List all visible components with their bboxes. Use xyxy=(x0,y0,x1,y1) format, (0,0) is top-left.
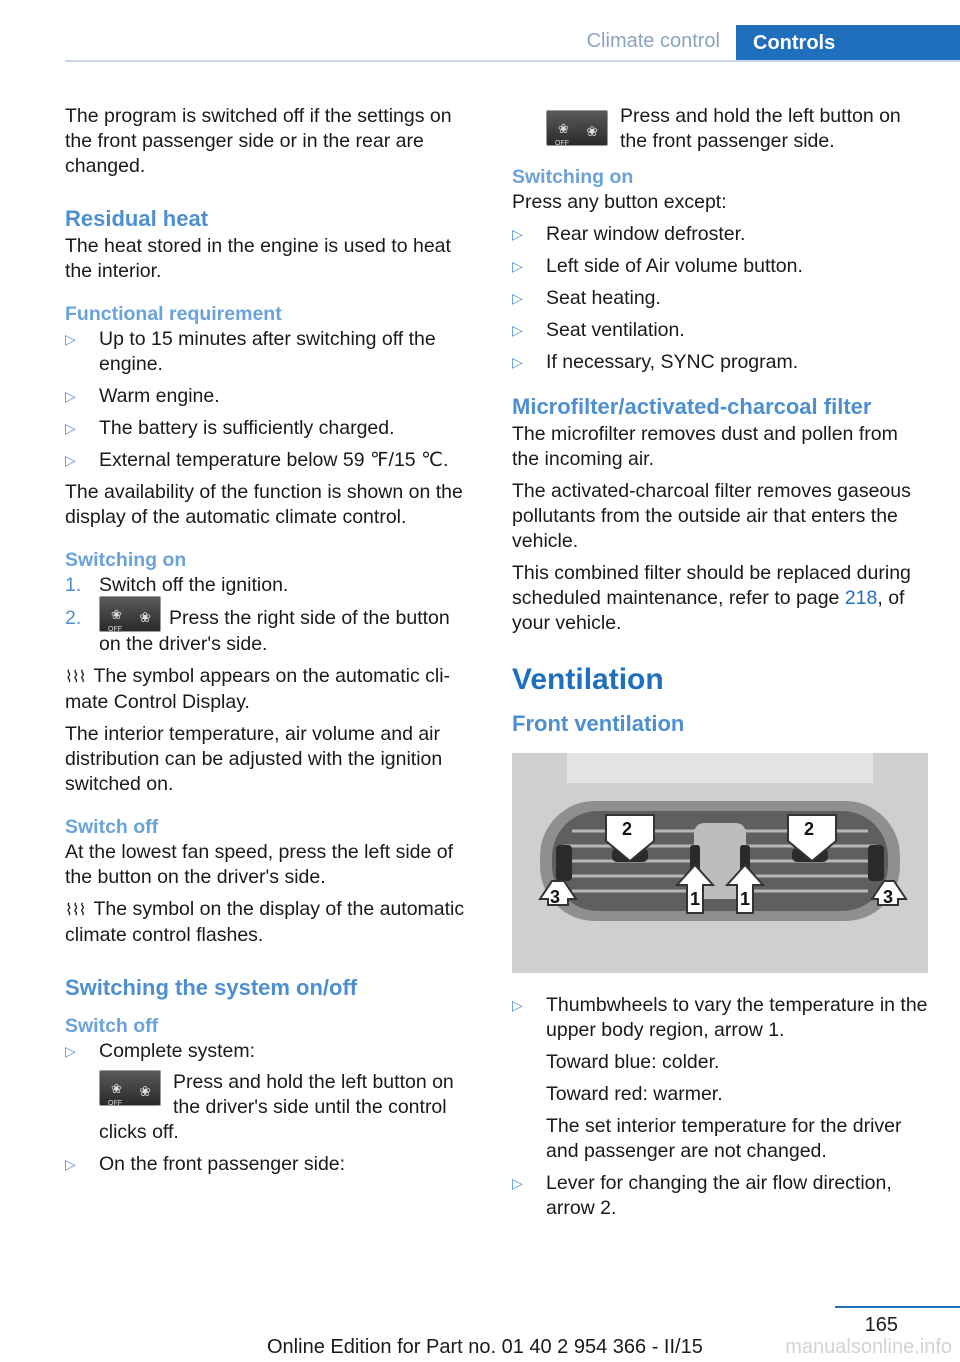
bullet-icon: ▷ xyxy=(65,1043,76,1059)
adjust-text: The interior temperature, air volume and air distribution can be adjusted with the ignition switched on. xyxy=(65,723,443,795)
bullet-icon: ▷ xyxy=(512,258,523,274)
list-item: ▷ Up to 15 minutes after switching off the engine. xyxy=(65,328,436,375)
list-item: ▷ Seat heating. xyxy=(512,287,661,309)
list-item: ▷ If necessary, SYNC program. xyxy=(512,351,799,373)
bullet-icon: ▷ xyxy=(65,452,76,468)
header-chapter-tab: Controls xyxy=(736,25,960,62)
fan-off-button-icon: ❀ OFF ❀ xyxy=(99,596,161,632)
system-switch-off-heading: Switch off xyxy=(65,1015,159,1037)
header-rule xyxy=(65,60,960,62)
watermark: manualsonline.info xyxy=(785,1336,952,1358)
list-item: ▷ Thumbwheels to vary the temperature in the upper body region, arrow 1. Toward blue: colder. Toward red: warmer. The set interior temperature for the driver and passenger are not changed. xyxy=(512,994,928,1162)
filter-text-2: The activated-charcoal filter removes gaseous pollutants from the outside air that enters the vehicle. xyxy=(512,480,911,552)
switch-off-heading: Switch off xyxy=(65,816,159,838)
arrow-label-1: 1 xyxy=(740,889,751,909)
filter-text-3: This combined filter should be replaced during scheduled maintenance, refer to page 218, of your vehicle. xyxy=(512,562,911,634)
page-number: 165 xyxy=(864,1314,898,1336)
list-item: 1. Switch off the ignition. xyxy=(65,574,289,596)
page-link[interactable]: 218 xyxy=(844,587,878,609)
switch-off-text: At the lowest fan speed, press the left side of the button on the driver's side. xyxy=(65,841,454,888)
passenger-press: ❀ OFF ❀ Press and hold the left button on the front passenger side. xyxy=(512,104,928,154)
symbol-flashes-text: ⌇⌇⌇ The symbol on the display of the automatic climate control flashes. xyxy=(65,898,465,946)
filter-heading: Microfilter/activated-charcoal filter xyxy=(512,394,872,419)
arrow-label-1: 1 xyxy=(690,889,701,909)
list-item: ▷ Complete system: ❀ OFF ❀ Press and hold the left button on the driver's side until the control clicks off. xyxy=(65,1040,454,1143)
list-item: 2. ❀ OFF ❀ Press the right side of the button on the driver's side. xyxy=(65,606,475,657)
left-column xyxy=(65,104,475,1184)
arrow-label-2: 2 xyxy=(622,819,633,839)
list-item: ▷ The battery is sufficiently charged. xyxy=(65,417,395,439)
system-onoff-heading: Switching the system on/off xyxy=(65,975,358,1000)
availability-text: The availability of the function is shown on the display of the automatic climate control. xyxy=(65,481,463,528)
vent-illustration xyxy=(512,753,928,973)
ventilation-heading: Ventilation xyxy=(512,663,664,696)
bullet-icon: ▷ xyxy=(65,420,76,436)
right-column xyxy=(512,104,928,1228)
vent-list xyxy=(512,993,928,1221)
symbol-appears-text: ⌇⌇⌇ The symbol appears on the automatic climate Control Display. xyxy=(65,665,451,713)
fan-off-button-icon: ❀ OFF ❀ xyxy=(99,1070,161,1106)
arrow-label-3: 3 xyxy=(550,887,561,907)
functional-requirement-heading: Functional requirement xyxy=(65,303,282,325)
edition-text: Online Edition for Part no. 01 40 2 954 366 - II/15 xyxy=(267,1336,703,1358)
system-list xyxy=(65,1039,475,1177)
bullet-icon: ▷ xyxy=(512,226,523,242)
arrow-label-2: 2 xyxy=(804,819,815,839)
filter-text-1: The microfilter removes dust and pollen from the incoming air. xyxy=(512,423,898,470)
bullet-icon: ▷ xyxy=(65,331,76,347)
bullet-icon: ▷ xyxy=(512,322,523,338)
switching-on-heading: Switching on xyxy=(65,549,187,571)
bullet-icon: ▷ xyxy=(512,1175,523,1191)
list-item: ▷ Left side of Air volume button. xyxy=(512,255,803,277)
bullet-icon: ▷ xyxy=(512,354,523,370)
switching-on-heading: Switching on xyxy=(512,166,634,188)
list-item: ▷ External temperature below 59 ℉/15 ℃. xyxy=(65,449,449,471)
bullet-icon: ▷ xyxy=(65,1156,76,1172)
intro-paragraph: The program is switched off if the settings on the front passenger side or in the rear are changed. xyxy=(65,105,452,177)
fan-off-button-icon: ❀ OFF ❀ xyxy=(546,110,608,146)
bullet-icon: ▷ xyxy=(512,290,523,306)
residual-heat-icon: ⌇⌇⌇ xyxy=(65,669,86,686)
bullet-icon: ▷ xyxy=(512,997,523,1013)
front-ventilation-heading: Front ventilation xyxy=(512,711,685,736)
residual-heat-text: The heat stored in the engine is used to heat the interior. xyxy=(65,235,451,282)
list-item: ▷ On the front passenger side: xyxy=(65,1153,346,1175)
list-item: ▷ Seat ventilation. xyxy=(512,319,685,341)
bullet-icon: ▷ xyxy=(65,388,76,404)
requirement-list xyxy=(65,327,475,473)
arrow-label-3: 3 xyxy=(883,887,894,907)
exceptions-list xyxy=(512,222,928,375)
footer-rule xyxy=(835,1306,960,1308)
list-item: ▷ Lever for changing the air flow direction, arrow 2. xyxy=(512,1172,892,1219)
press-any-text: Press any button except: xyxy=(512,191,727,213)
list-item: ▷ Warm engine. xyxy=(65,385,220,407)
steps-list xyxy=(65,573,475,657)
front-ventilation-photo xyxy=(512,753,928,973)
residual-heat-icon: ⌇⌇⌇ xyxy=(65,902,86,919)
list-item: ▷ Rear window defroster. xyxy=(512,223,746,245)
residual-heat-heading: Residual heat xyxy=(65,206,209,231)
header-section-title: Climate control xyxy=(586,30,720,52)
